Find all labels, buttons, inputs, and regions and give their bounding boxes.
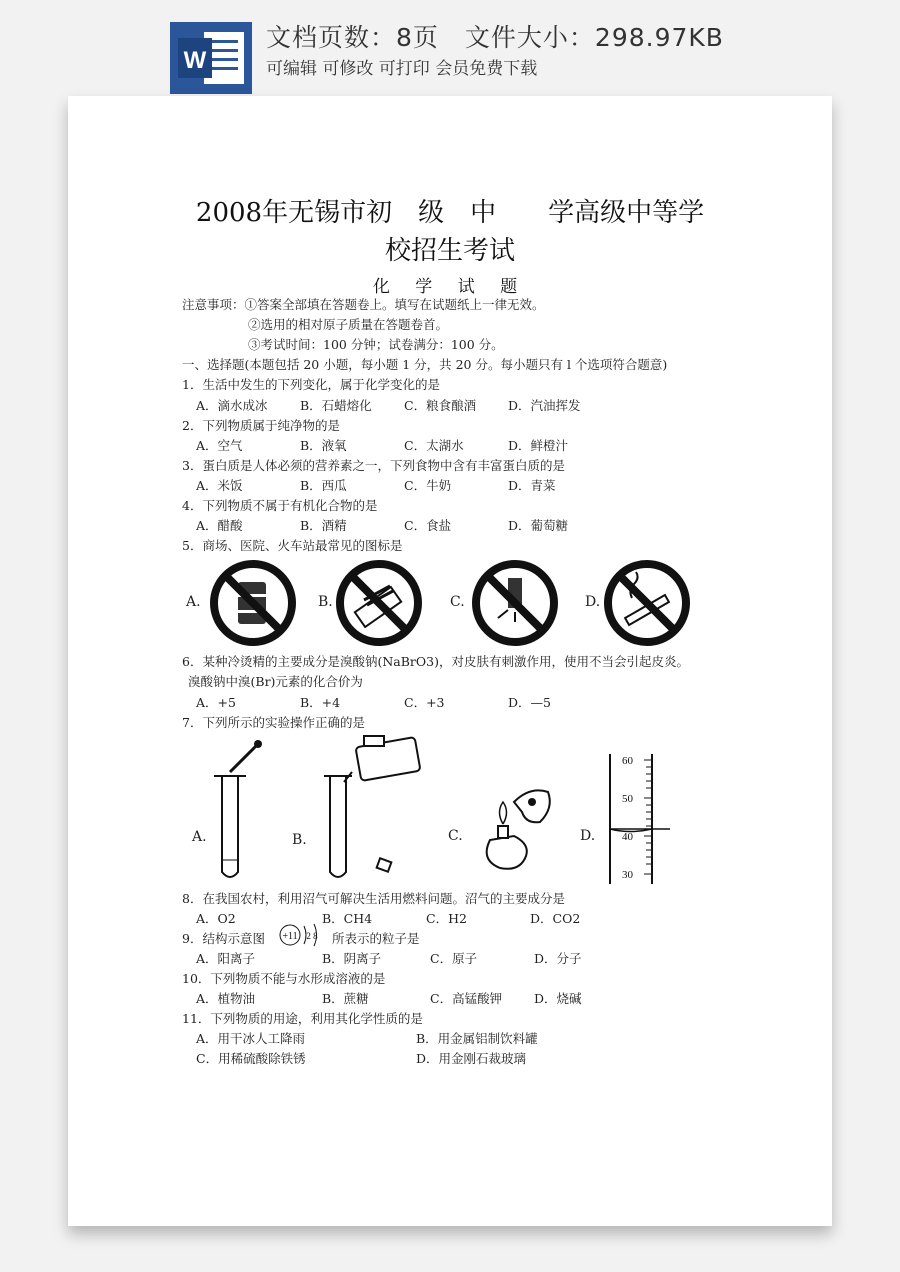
word-document-icon	[170, 22, 252, 94]
question-3-option-a: A．米饭	[196, 478, 243, 493]
question-7-label-b: B.	[292, 832, 307, 848]
question-7-label-a: A.	[192, 829, 207, 845]
exam-subtitle: 化 学 试 题	[372, 277, 528, 297]
question-2-option-a: A．空气	[196, 438, 243, 453]
question-2-option-d: D．鲜橙汁	[508, 438, 569, 453]
svg-text:30: 30	[622, 869, 633, 881]
question-9-option-d: D．分子	[534, 951, 582, 966]
question-5-label-d: D.	[585, 594, 601, 610]
question-4-stem: 4．下列物质不属于有机化合物的是	[182, 498, 378, 513]
question-3-option-c: C．牛奶	[404, 478, 452, 493]
note-line-2: ②选用的相对原子质量在答题卷首。	[248, 317, 449, 332]
svg-text:40: 40	[622, 831, 633, 843]
question-10-option-b: B．蔗糖	[322, 991, 369, 1006]
note-line-1: 注意事项：①答案全部填在答题卷上。填写在试题纸上一律无效。	[182, 297, 545, 312]
question-6-stem: 6．某种冷烫精的主要成分是溴酸钠(NaBrO3)，对皮肤有刺激作用，使用不当会引起皮炎。	[182, 654, 689, 669]
question-3-option-d: D．青菜	[508, 478, 556, 493]
pouring-liquid-figure	[322, 732, 432, 882]
exam-title-line2: 校招生考试	[384, 236, 515, 266]
note-line-3: ③考试时间：100 分钟；试卷满分：100 分。	[248, 337, 504, 352]
question-6-option-d: D．—5	[508, 695, 551, 710]
no-oil-drum-sign-icon	[208, 558, 298, 648]
question-1-option-d: D．汽油挥发	[508, 398, 581, 413]
question-1-option-b: B．石蜡熔化	[300, 398, 372, 413]
question-4-option-d: D．葡萄糖	[508, 518, 569, 533]
question-11-option-a: A．用干冰人工降雨	[196, 1031, 306, 1046]
svg-text:60: 60	[622, 755, 633, 767]
file-info-subtitle: 可编辑 可修改 可打印 会员免费下载	[266, 59, 538, 79]
exam-title-line1: 2008年无锡市初 级 中 学高级中等学	[195, 198, 705, 228]
question-5-label-c: C.	[450, 594, 465, 610]
question-10-option-a: A．植物油	[196, 991, 256, 1006]
question-1-stem: 1．生活中发生的下列变化，属于化学变化的是	[182, 377, 440, 392]
no-smoking-sign-icon	[602, 558, 692, 648]
svg-text:W: W	[183, 47, 207, 74]
question-9-stem-pre: 9．结构示意图	[182, 931, 265, 946]
question-11-option-b: B．用金属铝制饮料罐	[416, 1031, 538, 1046]
no-matches-sign-icon	[334, 558, 424, 648]
question-11-option-d: D．用金刚石裁玻璃	[416, 1051, 527, 1066]
question-1-option-c: C．粮食酿酒	[404, 398, 477, 413]
question-7-stem: 7．下列所示的实验操作正确的是	[182, 715, 365, 730]
question-4-option-c: C．食盐	[404, 518, 452, 533]
question-6-option-b: B．+4	[300, 695, 341, 710]
question-4-option-a: A．醋酸	[196, 518, 243, 533]
question-8-option-d: D．CO2	[530, 911, 581, 926]
question-6-stem-2: 溴酸钠中溴(Br)元素的化合价为	[188, 674, 363, 689]
question-10-option-d: D．烧碱	[534, 991, 582, 1006]
question-8-stem: 8．在我国农村，利用沼气可解决生活用燃料问题。沼气的主要成分是	[182, 891, 565, 906]
alcohol-lamp-figure	[470, 772, 560, 876]
question-3-option-b: B．西瓜	[300, 478, 347, 493]
svg-text:50: 50	[622, 793, 633, 805]
question-10-option-c: C．高锰酸钾	[430, 991, 503, 1006]
svg-text:2 8: 2 8	[306, 931, 318, 941]
question-9-option-a: A．阳离子	[196, 951, 256, 966]
question-8-option-c: C．H2	[426, 911, 467, 926]
download-header	[0, 0, 900, 96]
question-9-option-c: C．原子	[430, 951, 478, 966]
dropper-test-tube-figure	[210, 736, 266, 884]
question-5-stem: 5．商场、医院、火车站最常见的图标是	[182, 538, 403, 553]
document-page	[68, 96, 832, 1226]
question-5-label-b: B.	[318, 594, 333, 610]
question-11-stem: 11．下列物质的用途，利用其化学性质的是	[182, 1011, 423, 1026]
question-8-option-a: A．O2	[196, 911, 236, 926]
question-6-option-a: A．+5	[196, 695, 236, 710]
question-2-option-c: C．太湖水	[404, 438, 464, 453]
svg-text:+11: +11	[282, 931, 298, 942]
question-10-stem: 10．下列物质不能与水形成溶液的是	[182, 971, 386, 986]
question-9-option-b: B．阴离子	[322, 951, 382, 966]
no-fireworks-sign-icon	[470, 558, 560, 648]
question-6-option-c: C．+3	[404, 695, 445, 710]
question-4-option-b: B．酒精	[300, 518, 347, 533]
question-2-stem: 2．下列物质属于纯净物的是	[182, 418, 340, 433]
atom-structure-diagram	[276, 922, 328, 948]
question-3-stem: 3．蛋白质是人体必须的营养素之一，下列食物中含有丰富蛋白质的是	[182, 458, 565, 473]
question-9-stem-post: 所表示的粒子是	[332, 931, 420, 946]
question-2-option-b: B．液氧	[300, 438, 347, 453]
question-7-label-d: D.	[580, 828, 596, 844]
file-info-title: 文档页数：8页 文件大小：298.97KB	[266, 23, 724, 52]
measuring-cylinder-figure	[600, 752, 680, 886]
question-8-option-b: B．CH4	[322, 911, 373, 926]
question-5-label-a: A.	[186, 594, 201, 610]
section-heading: 一、选择题(本题包括 20 小题，每小题 1 分，共 20 分。每小题只有 l 个选项符合题意)	[182, 357, 668, 372]
question-7-label-c: C.	[448, 828, 463, 844]
question-11-option-c: C．用稀硫酸除铁锈	[196, 1051, 306, 1066]
question-1-option-a: A．滴水成冰	[196, 398, 268, 413]
